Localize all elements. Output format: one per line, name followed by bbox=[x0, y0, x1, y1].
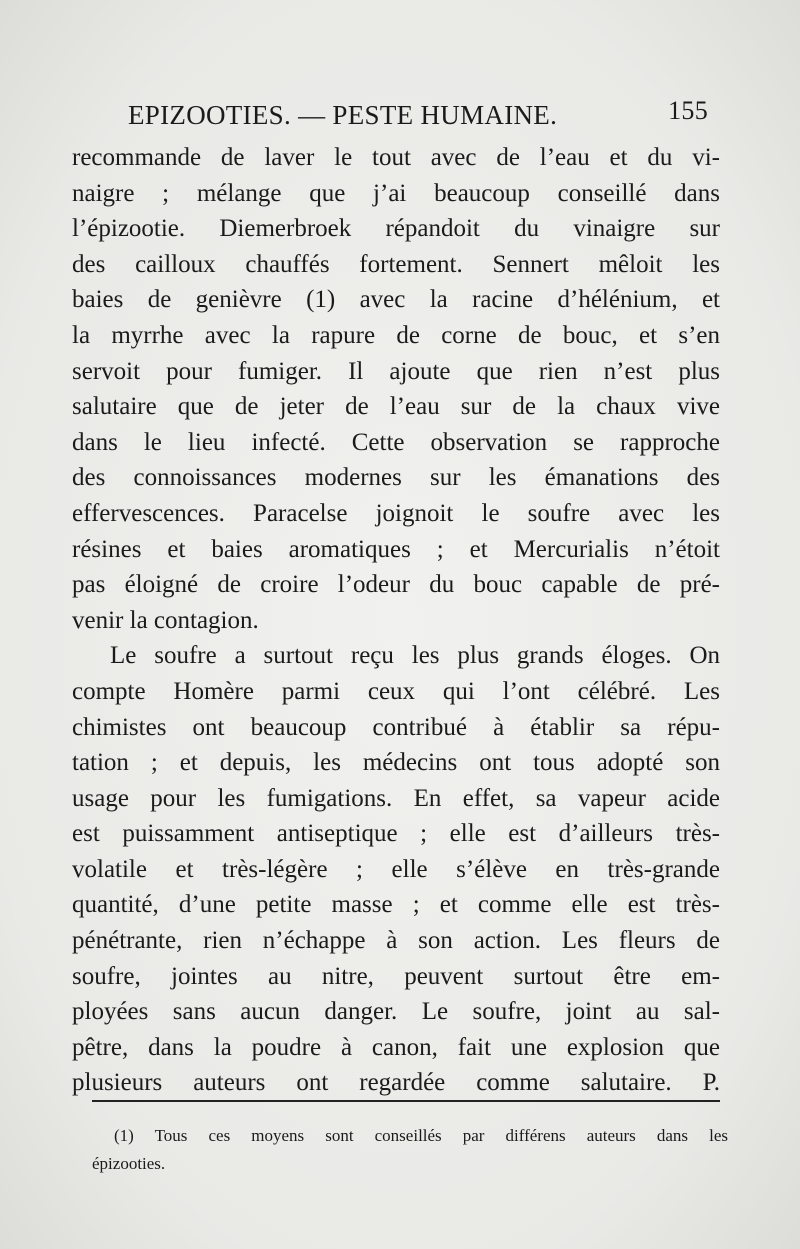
text-line: tation ; et depuis, les médecins ont tous adopté son bbox=[72, 749, 720, 777]
text-line: soufre, jointes au nitre, peuvent surtout être em- bbox=[72, 962, 720, 990]
text-line: des connoissances modernes sur les émanations des bbox=[72, 464, 720, 492]
text-line: dans le lieu infecté. Cette observation se rapproche bbox=[72, 428, 720, 456]
text-line: pêtre, dans la poudre à canon, fait une explosion que bbox=[72, 1033, 720, 1061]
paragraph-first-line: Le soufre a surtout reçu les plus grands éloges. On bbox=[110, 642, 720, 670]
text-line: chimistes ont beaucoup contribué à établir sa répu- bbox=[72, 713, 720, 741]
text-line: venir la contagion. bbox=[72, 606, 259, 634]
text-line: naigre ; mélange que j’ai beaucoup conseillé dans bbox=[72, 179, 720, 207]
text-line: baies de genièvre (1) avec la racine d’hélénium, et bbox=[72, 286, 720, 314]
text-line: est puissamment antiseptique ; elle est d’ailleurs très- bbox=[72, 820, 720, 848]
text-line: pénétrante, rien n’échappe à son action. Les fleurs de bbox=[72, 927, 720, 955]
text-line: effervescences. Paracelse joignoit le soufre avec les bbox=[72, 499, 720, 527]
text-line: plusieurs auteurs ont regardée comme salutaire. P. bbox=[72, 1069, 720, 1097]
body-text bbox=[72, 140, 720, 1101]
text-line: pas éloigné de croire l’odeur du bouc capable de pré- bbox=[72, 571, 720, 599]
text-line: l’épizootie. Diemerbroek répandoit du vinaigre sur bbox=[72, 215, 720, 243]
running-title: EPIZOOTIES. — PESTE HUMAINE. bbox=[128, 100, 558, 130]
text-line: ployées sans aucun danger. Le soufre, joint au sal- bbox=[72, 998, 720, 1026]
text-line: résines et baies aromatiques ; et Mercurialis n’étoit bbox=[72, 535, 720, 563]
footnote-line: épizooties. bbox=[92, 1154, 166, 1173]
text-line: quantité, d’une petite masse ; et comme elle est très- bbox=[72, 891, 720, 919]
footnote-divider bbox=[92, 1100, 720, 1102]
text-line: recommande de laver le tout avec de l’eau et du vi- bbox=[72, 144, 720, 171]
text-line: volatile et très-légère ; elle s’élève en très-grande bbox=[72, 855, 720, 883]
text-line: la myrrhe avec la rapure de corne de bouc, et s’en bbox=[72, 321, 720, 349]
text-line: servoit pour fumiger. Il ajoute que rien n’est plus bbox=[72, 357, 720, 385]
text-line: salutaire que de jeter de l’eau sur de la chaux vive bbox=[72, 393, 720, 421]
footnotes bbox=[92, 1122, 728, 1178]
text-line: des cailloux chauffés fortement. Sennert mêloit les bbox=[72, 250, 720, 278]
page-number: 155 bbox=[668, 96, 708, 125]
text-line: compte Homère parmi ceux qui l’ont célébré. Les bbox=[72, 677, 720, 705]
text-line: usage pour les fumigations. En effet, sa vapeur acide bbox=[72, 784, 720, 812]
footnote-line: (1) Tous ces moyens sont conseillés par différens auteurs dans les bbox=[114, 1126, 728, 1145]
